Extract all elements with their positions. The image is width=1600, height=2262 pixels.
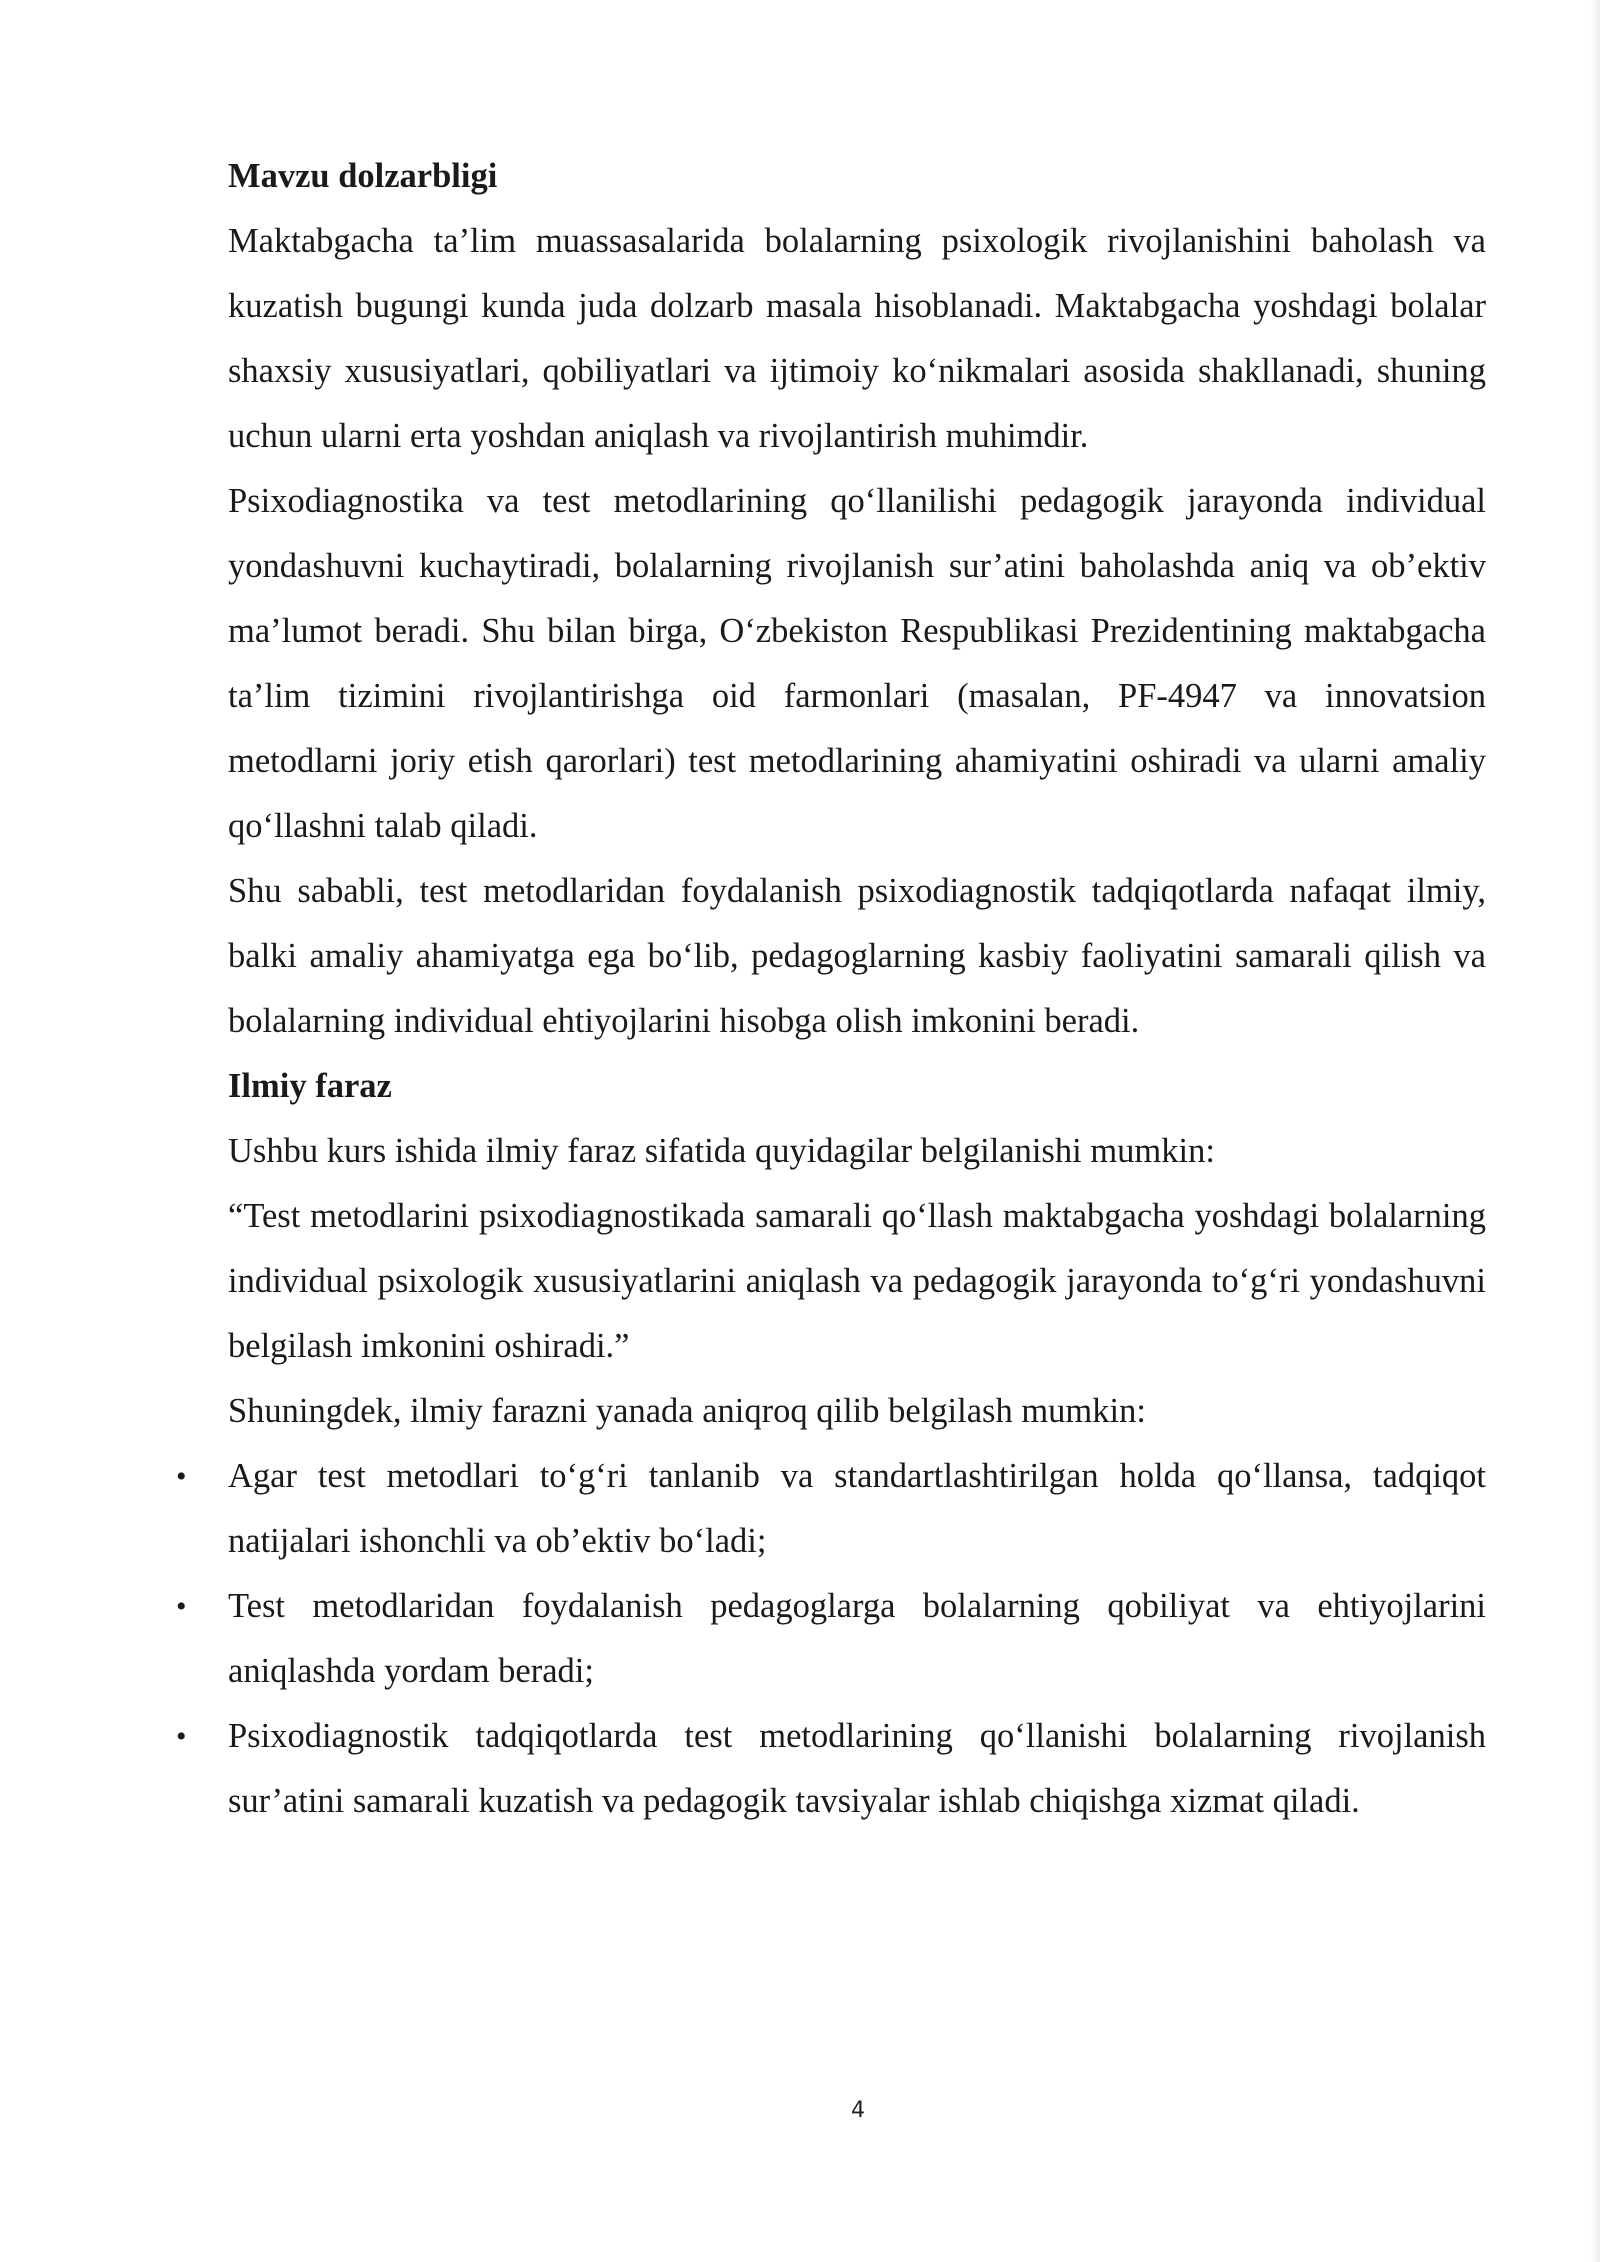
bullet-icon: • xyxy=(176,1720,187,1753)
list-item-text: Agar test metodlari to‘g‘ri tanlanib va standartlashtirilgan holda qo‘llansa, tadqiqot natijalari ishonchli va ob’ektiv bo‘ladi; xyxy=(228,1457,1486,1560)
bullet-icon: • xyxy=(176,1460,187,1493)
list-item xyxy=(176,1574,1486,1704)
paragraph: Shu sababli, test metodlaridan foydalanish psixodiagnostik tadqiqotlarda nafaqat ilmiy, balki amaliy ahamiyatga ega bo‘lib, pedagoglarning kasbiy faoliyatini samarali qilish va bolalarning individual ehtiyojlarini hisobga olish imkonini beradi. xyxy=(228,872,1486,1040)
list-item-text: Test metodlaridan foydalanish pedagoglarga bolalarning qobiliyat va ehtiyojlarini aniqlashda yordam beradi; xyxy=(228,1587,1486,1690)
section-heading-hypothesis: Ilmiy faraz xyxy=(228,1067,392,1105)
paragraph: Maktabgacha ta’lim muassasalarida bolalarning psixologik rivojlanishini baholash va kuzatish bugungi kunda juda dolzarb masala hisoblanadi. Maktabgacha yoshdagi bolalar shaxsiy xususiyatlari, qobiliyatlari va ijtimoiy ko‘nikmalari asosida shakllanadi, shuning uchun ularni erta yoshdan aniqlash va rivojlantirish muhimdir. xyxy=(228,222,1486,455)
paragraph: Ushbu kurs ishida ilmiy faraz sifatida quyidagilar belgilanishi mumkin: xyxy=(228,1132,1215,1170)
paragraph: Psixodiagnostika va test metodlarining qo‘llanilishi pedagogik jarayonda individual yondashuvni kuchaytiradi, bolalarning rivojlanish sur’atini baholashda aniq va ob’ektiv ma’lumot beradi. Shu bilan birga, O‘zbekiston Respublikasi Prezidentining maktabgacha ta’lim tizimini rivojlantirishga oid farmonlari (masalan, PF-4947 va innovatsion metodlarni joriy etish qarorlari) test metodlarining ahamiyatini oshiradi va ularni amaliy qo‘llashni talab qiladi. xyxy=(228,482,1486,845)
list-item-text: Psixodiagnostik tadqiqotlarda test metodlarining qo‘llanishi bolalarning rivojlanish sur’atini samarali kuzatish va pedagogik tavsiyalar ishlab chiqishga xizmat qiladi. xyxy=(228,1717,1486,1820)
paragraph: Shuningdek, ilmiy farazni yanada aniqroq qilib belgilash mumkin: xyxy=(228,1392,1146,1430)
page-number: 4 xyxy=(851,2098,865,2123)
section-heading-relevance: Mavzu dolzarbligi xyxy=(228,157,498,195)
page-edge-shadow xyxy=(1590,0,1600,2262)
list-item xyxy=(176,1444,1486,1574)
hypothesis-bullet-list xyxy=(176,1444,1486,1834)
page-content xyxy=(176,144,1486,1834)
bullet-icon: • xyxy=(176,1590,187,1623)
list-item xyxy=(176,1704,1486,1834)
hypothesis-quote: “Test metodlarini psixodiagnostikada samarali qo‘llash maktabgacha yoshdagi bolalarning individual psixologik xususiyatlarini aniqlash va pedagogik jarayonda to‘g‘ri yondashuvni belgilash imkonini oshiradi.” xyxy=(228,1197,1486,1365)
